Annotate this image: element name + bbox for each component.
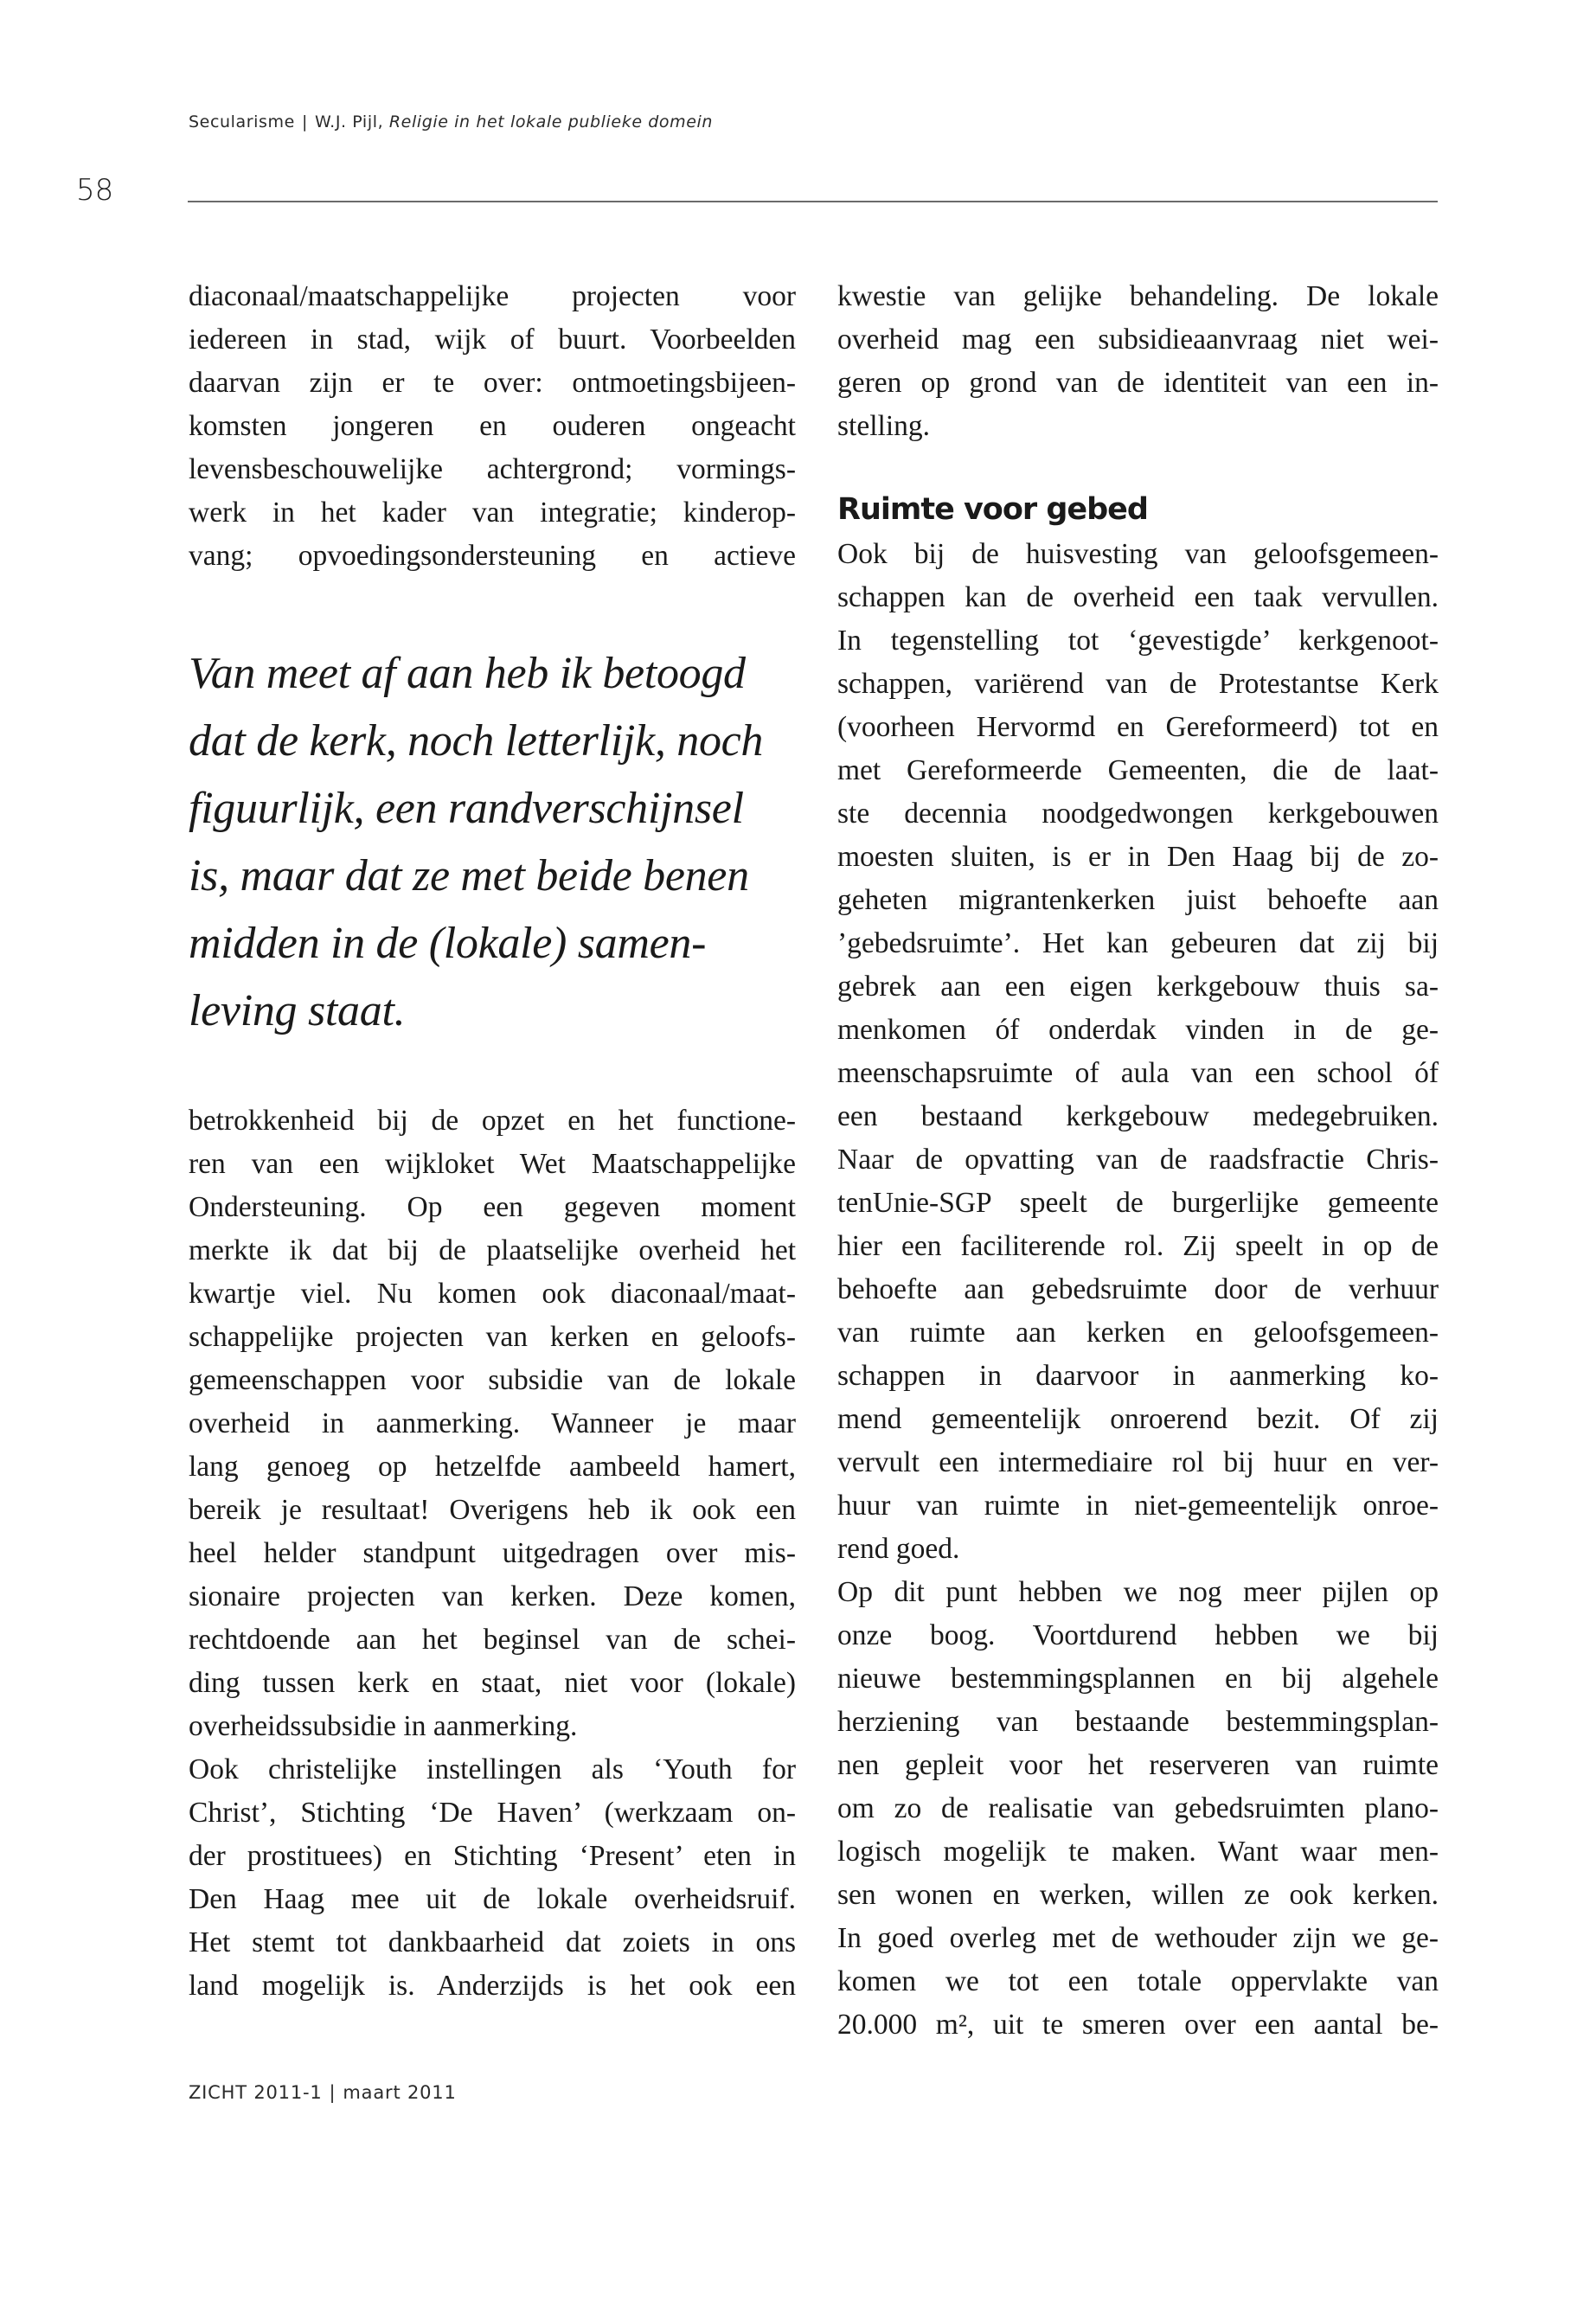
text-line: tenUnie-SGP speelt de burgerlijke gemeente [837,1187,1439,1219]
text-line: moesten sluiten, is er in Den Haag bij de zo- [837,841,1439,873]
pull-quote-line: figuurlijk, een randverschijnsel [189,784,744,833]
pull-quote-line: dat de kerk, noch letterlijk, noch [189,716,764,766]
text-line: Op dit punt hebben we nog meer pijlen op [837,1576,1439,1608]
text-line: rend goed. [837,1533,960,1565]
text-line: schappen in daarvoor in aanmerking ko- [837,1360,1439,1392]
text-line: komsten jongeren en ouderen ongeacht [189,410,796,442]
text-line: overheidssubsidie in aanmerking. [189,1710,578,1742]
text-line: vang; opvoedingsondersteuning en actieve [189,540,796,572]
text-line: werk in het kader van integratie; kinderop- [189,497,796,529]
text-line: overheid mag een subsidieaanvraag niet wei- [837,324,1439,356]
text-line: land mogelijk is. Anderzijds is het ook een [189,1970,796,2002]
text-line: Ondersteuning. Op een gegeven moment [189,1191,796,1223]
text-line: Den Haag mee uit de lokale overheidsruif. [189,1883,796,1915]
running-head-section: Secularisme [189,112,295,131]
text-line: geren op grond van de identiteit van een in- [837,367,1439,399]
pull-quote-line: leving staat. [189,986,406,1035]
text-line: ren van een wijkloket Wet Maatschappelijke [189,1148,796,1180]
page-footer [189,2082,457,2103]
text-line: nieuwe bestemmingsplannen en bij algehele [837,1663,1439,1695]
text-line: mend gemeentelijk onroerend bezit. Of zij [837,1403,1439,1435]
running-head-separator: | [301,112,308,131]
text-line: komen we tot een totale oppervlakte van [837,1965,1439,1997]
page-number: 58 [76,173,114,208]
text-line: geheten migrantenkerken juist behoefte aan [837,884,1439,916]
text-line: Christ’, Stichting ‘De Haven’ (werkzaam on- [189,1797,796,1829]
text-line: herziening van bestaande bestemmingsplan- [837,1706,1439,1738]
text-line: meenschapsruimte of aula van een school óf [837,1057,1439,1089]
footer-journal: ZICHT 2011-1 [189,2082,323,2103]
text-line: Naar de opvatting van de raadsfractie Chris- [837,1144,1439,1176]
text-line: met Gereformeerde Gemeenten, die de laat- [837,754,1439,786]
footer-separator: | [329,2082,337,2103]
text-line: schappen kan de overheid een taak vervullen. [837,581,1439,613]
text-line: stelling. [837,410,931,442]
header-rule [188,201,1438,202]
text-line: een bestaand kerkgebouw medegebruiken. [837,1100,1439,1132]
running-head-author: W.J. Pijl, [314,112,384,131]
text-line: daarvan zijn er te over: ontmoetingsbijeen- [189,367,796,399]
running-head-title: Religie in het lokale publieke domein [388,112,714,131]
text-line: rechtdoende aan het beginsel van de schei- [189,1624,796,1656]
text-line: heel helder standpunt uitgedragen over mis- [189,1537,796,1569]
text-line: behoefte aan gebedsruimte door de verhuur [837,1273,1439,1305]
text-line: huur van ruimte in niet-gemeentelijk onroe- [837,1490,1439,1522]
text-line: kwestie van gelijke behandeling. De lokale [837,280,1439,312]
text-line: In tegenstelling tot ‘gevestigde’ kerkgenoot- [837,625,1439,657]
text-line: der prostituees) en Stichting ‘Present’ eten in [189,1840,796,1872]
text-line: ste decennia noodgedwongen kerkgebouwen [837,798,1439,830]
pull-quote-line: midden in de (lokale) samen- [189,919,707,968]
text-line: van ruimte aan kerken en geloofsgemeen- [837,1317,1439,1349]
text-line: logisch mogelijk te maken. Want waar men- [837,1836,1439,1868]
text-line: bereik je resultaat! Overigens heb ik ook een [189,1494,796,1526]
text-line: diaconaal/maatschappelijke projecten voor [189,280,796,312]
text-line: iedereen in stad, wijk of buurt. Voorbeelden [189,324,796,356]
text-line: menkomen óf onderdak vinden in de ge- [837,1014,1439,1046]
text-line: sionaire projecten van kerken. Deze komen, [189,1580,796,1612]
text-line: hier een faciliterende rol. Zij speelt in op de [837,1230,1439,1262]
text-line: schappen, variërend van de Protestantse Kerk [837,668,1439,700]
text-line: om zo de realisatie van gebedsruimten plano- [837,1792,1439,1824]
text-line: In goed overleg met de wethouder zijn we ge- [837,1922,1439,1954]
section-heading: Ruimte voor gebed [837,492,1148,527]
text-line: overheid in aanmerking. Wanneer je maar [189,1407,796,1439]
text-line: sen wonen en werken, willen ze ook kerken. [837,1879,1439,1911]
text-line: Het stemt tot dankbaarheid dat zoiets in ons [189,1926,796,1958]
text-line: nen gepleit voor het reserveren van ruimte [837,1749,1439,1781]
text-line: ’gebedsruimte’. Het kan gebeuren dat zij bij [837,927,1439,959]
running-head [189,112,713,131]
text-line: gebrek aan een eigen kerkgebouw thuis sa- [837,971,1439,1003]
text-line: Ook bij de huisvesting van geloofsgemeen- [837,538,1439,570]
text-line: gemeenschappen voor subsidie van de lokale [189,1364,796,1396]
text-line: merkte ik dat bij de plaatselijke overheid het [189,1234,796,1266]
pull-quote-line: is, maar dat ze met beide benen [189,851,749,901]
text-line: Ook christelijke instellingen als ‘Youth for [189,1753,796,1785]
text-line: lang genoeg op hetzelfde aambeeld hamert, [189,1451,796,1483]
footer-date: maart 2011 [343,2082,457,2103]
pull-quote-line: Van meet af aan heb ik betoogd [189,649,746,698]
text-line: onze boog. Voortdurend hebben we bij [837,1619,1439,1651]
text-line: ding tussen kerk en staat, niet voor (lokale) [189,1667,796,1699]
text-line: betrokkenheid bij de opzet en het functione- [189,1105,796,1137]
text-line: levensbeschouwelijke achtergrond; vormings- [189,453,796,485]
text-line: kwartje viel. Nu komen ook diaconaal/maat- [189,1278,796,1310]
text-line: (voorheen Hervormd en Gereformeerd) tot en [837,711,1439,743]
text-line: 20.000 m², uit te smeren over een aantal be- [837,2009,1439,2041]
text-line: vervult een intermediaire rol bij huur en ver- [837,1446,1439,1478]
text-line: schappelijke projecten van kerken en geloofs- [189,1321,796,1353]
